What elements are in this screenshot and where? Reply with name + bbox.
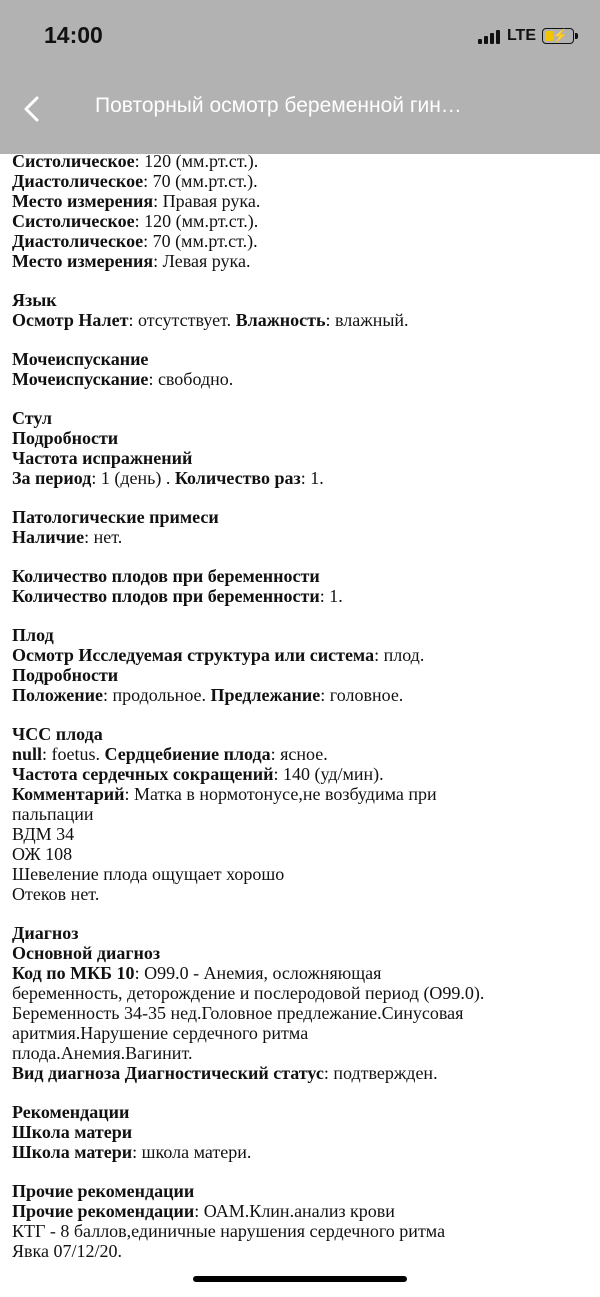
text-line: Диастолическое: 70 (мм.рт.ст.). [12, 231, 258, 251]
section-heading: Прочие рекомендации [12, 1181, 195, 1201]
subsection-heading: Подробности [12, 665, 119, 685]
signal-icon [478, 28, 500, 44]
section-heading: Рекомендации [12, 1102, 130, 1122]
status-bar [0, 0, 600, 72]
section-heading: Язык [12, 290, 57, 310]
battery-icon: ⚡ [542, 28, 574, 44]
page-title: Повторный осмотр беременной гин… [95, 94, 462, 117]
text-line: Осмотр Исследуемая структура или система: плод. [12, 645, 425, 665]
subsection-heading: Основной диагноз [12, 943, 161, 963]
section-heading: ЧСС плода [12, 724, 103, 744]
text-line: Место измерения: Левая рука. [12, 251, 251, 271]
text-line: За период: 1 (день) . Количество раз: 1. [12, 468, 324, 488]
status-time: 14:00 [44, 22, 103, 48]
section-heading: Количество плодов при беременности [12, 566, 320, 586]
text-line: ОЖ 108 [12, 844, 73, 864]
text-line: Положение: продольное. Предлежание: головное. [12, 685, 404, 705]
text-line: Мочеиспускание: свободно. [12, 369, 234, 389]
text-line: Количество плодов при беременности: 1. [12, 586, 343, 606]
chevron-left-icon [16, 92, 50, 126]
text-line: Беременность 34-35 нед.Головное предлежание.Синусовая [12, 1003, 464, 1023]
text-line: пальпации [12, 804, 94, 824]
text-line: Комментарий: Матка в нормотонусе,не возбудима при [12, 784, 437, 804]
text-line: Диастолическое: 70 (мм.рт.ст.). [12, 171, 258, 191]
network-type: LTE [506, 27, 536, 44]
text-line: Явка 07/12/20. [12, 1241, 122, 1261]
section-heading: Мочеиспускание [12, 349, 149, 369]
text-line: ВДМ 34 [12, 824, 75, 844]
subsection-heading: Частота испражнений [12, 448, 193, 468]
subsection-heading: Подробности [12, 428, 119, 448]
navigation-bar [0, 72, 600, 154]
text-line: Вид диагноза Диагностический статус: подтвержден. [12, 1063, 438, 1083]
status-indicators [478, 26, 574, 46]
text-line: Систолическое: 120 (мм.рт.ст.). [12, 211, 259, 231]
subsection-heading: Школа матери [12, 1122, 133, 1142]
text-line: Место измерения: Правая рука. [12, 191, 261, 211]
text-line: Шевеление плода ощущает хорошо [12, 864, 285, 884]
text-line: плода.Анемия.Вагинит. [12, 1043, 193, 1063]
text-line: беременность, деторождение и послеродовой период (O99.0). [12, 983, 485, 1003]
text-line: Наличие: нет. [12, 527, 123, 547]
section-heading: Патологические примеси [12, 507, 219, 527]
text-line: Код по МКБ 10: O99.0 - Анемия, осложняющая [12, 963, 382, 983]
text-line: Систолическое: 120 (мм.рт.ст.). [12, 151, 259, 171]
text-line: Осмотр Налет: отсутствует. Влажность: влажный. [12, 310, 409, 330]
text-line: null: foetus. Сердцебиение плода: ясное. [12, 744, 328, 764]
text-line: Отеков нет. [12, 884, 100, 904]
text-line: аритмия.Нарушение сердечного ритма [12, 1023, 309, 1043]
back-button[interactable] [16, 92, 50, 126]
document-content [12, 151, 592, 1276]
text-line: Школа матери: школа матери. [12, 1142, 252, 1162]
section-heading: Стул [12, 408, 53, 428]
text-line: Частота сердечных сокращений: 140 (уд/мин). [12, 764, 384, 784]
home-indicator[interactable] [193, 1276, 407, 1282]
text-line: Прочие рекомендации: ОАМ.Клин.анализ крови [12, 1201, 395, 1221]
section-heading: Диагноз [12, 923, 79, 943]
section-heading: Плод [12, 625, 54, 645]
text-line: КТГ - 8 баллов,единичные нарушения сердечного ритма [12, 1221, 446, 1241]
